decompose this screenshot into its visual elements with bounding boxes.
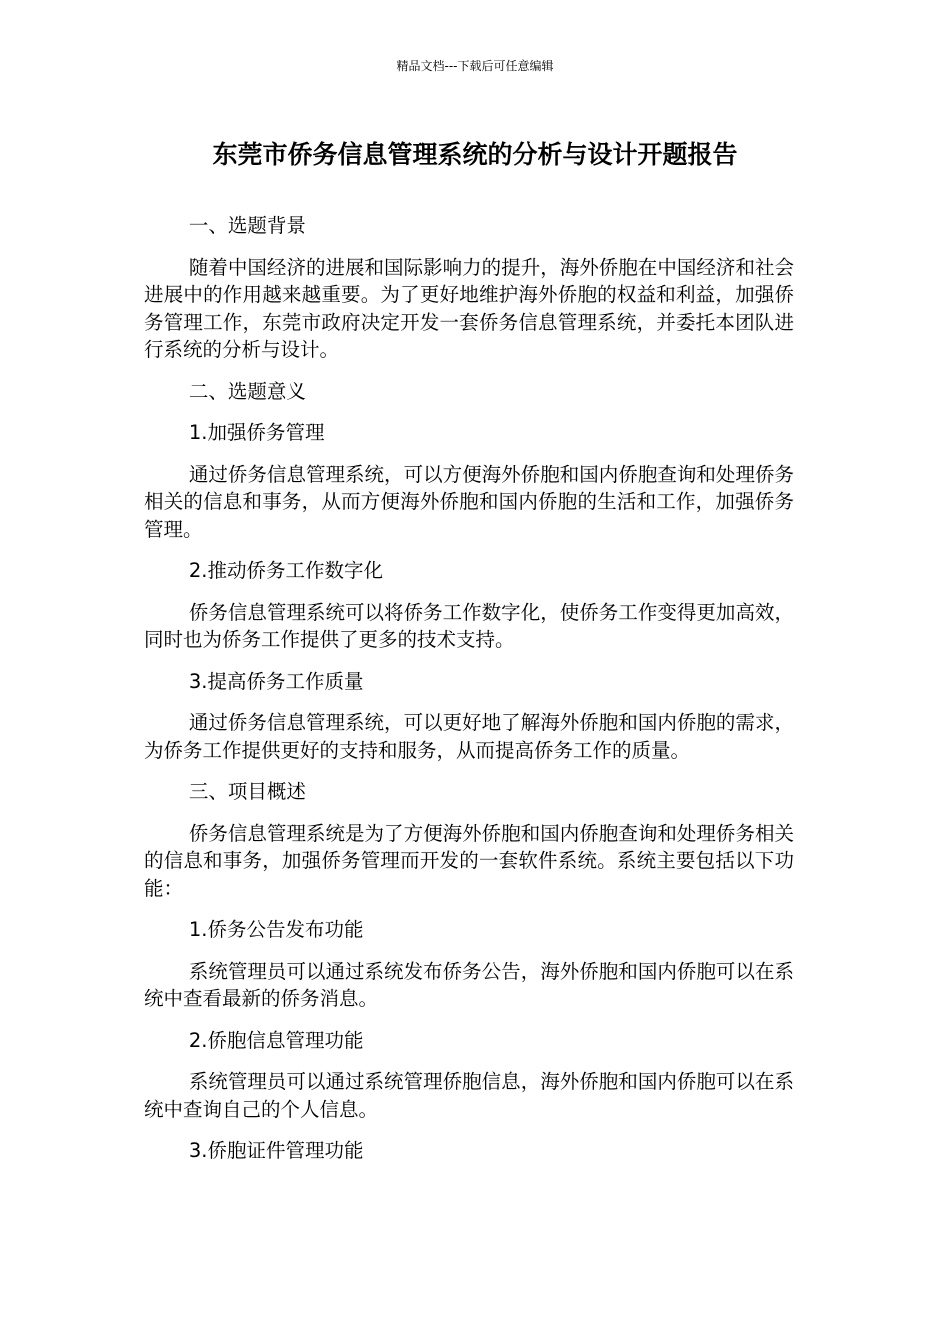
subheading-significance-2: 2.推动侨务工作数字化 xyxy=(188,559,383,582)
document-title: 东莞市侨务信息管理系统的分析与设计开题报告 xyxy=(212,140,738,169)
subheading-significance-1: 1.加强侨务管理 xyxy=(188,421,325,444)
subheading-function-3: 3.侨胞证件管理功能 xyxy=(188,1139,364,1162)
paragraph-background: 随着中国经济的进展和国际影响力的提升，海外侨胞在中国经济和社会进展中的作用越来越重要。为了更好地维护海外侨胞的权益和利益，加强侨务管理工作，东莞市政府决定开发一套侨务信息管理系统，并委托本团队进行系统的分析与设计。 xyxy=(144,255,794,361)
section-heading-overview: 三、项目概述 xyxy=(188,780,306,803)
paragraph-significance-2: 侨务信息管理系统可以将侨务工作数字化，使侨务工作变得更加高效，同时也为侨务工作提供了更多的技术支持。 xyxy=(144,600,794,651)
subheading-function-2: 2.侨胞信息管理功能 xyxy=(188,1028,364,1052)
document-body xyxy=(144,212,794,1179)
subheading-function-1: 1.侨务公告发布功能 xyxy=(188,918,364,941)
section-heading-background: 一、选题背景 xyxy=(188,214,306,237)
paragraph-overview: 侨务信息管理系统是为了方便海外侨胞和国内侨胞查询和处理侨务相关的信息和事务，加强侨务管理而开发的一套软件系统。系统主要包括以下功能： xyxy=(144,821,794,900)
paragraph-function-1: 系统管理员可以通过系统发布侨务公告，海外侨胞和国内侨胞可以在系统中查看最新的侨务消息。 xyxy=(144,959,794,1010)
header-note: 精品文档---下载后可任意编辑 xyxy=(396,59,554,73)
paragraph-significance-3: 通过侨务信息管理系统，可以更好地了解海外侨胞和国内侨胞的需求，为侨务工作提供更好的支持和服务，从而提高侨务工作的质量。 xyxy=(144,711,794,762)
subheading-significance-3: 3.提高侨务工作质量 xyxy=(188,669,364,693)
paragraph-significance-1: 通过侨务信息管理系统，可以方便海外侨胞和国内侨胞查询和处理侨务相关的信息和事务，从而方便海外侨胞和国内侨胞的生活和工作，加强侨务管理。 xyxy=(144,462,794,541)
section-heading-significance: 二、选题意义 xyxy=(188,379,306,403)
paragraph-function-2: 系统管理员可以通过系统管理侨胞信息，海外侨胞和国内侨胞可以在系统中查询自己的个人信息。 xyxy=(144,1070,794,1121)
